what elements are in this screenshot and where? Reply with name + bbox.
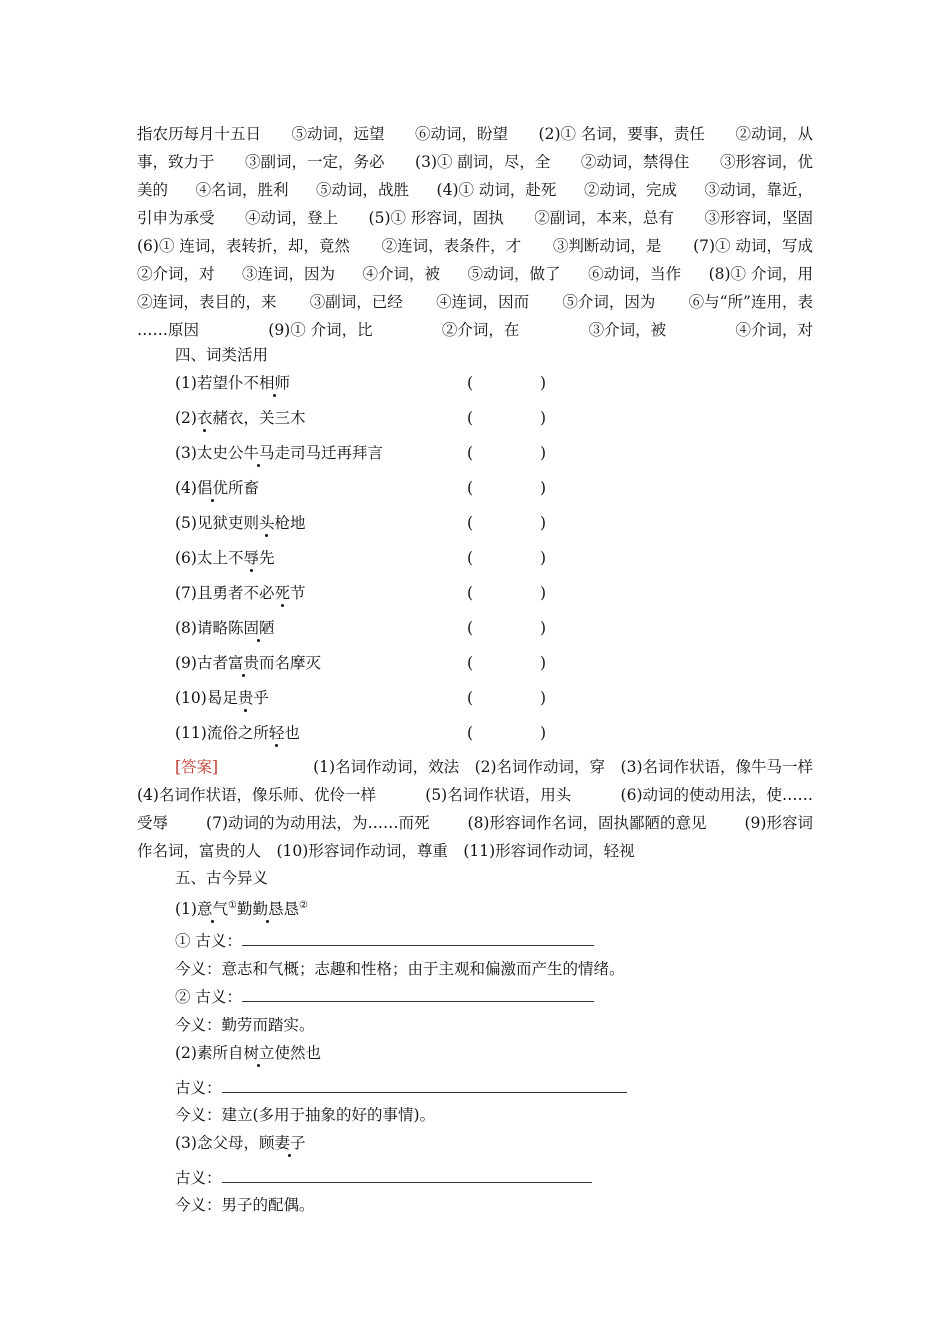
ancient-meaning-label: 古义： (175, 1169, 222, 1187)
item-text-end: 节 (289, 584, 306, 602)
previous-answer-line: 指农历每月十五日 ⑤动词，远望 ⑥动词，盼望 (2)① 名词，要事，责任 ②动词，从 (137, 125, 813, 143)
answer-paren-open[interactable]: ( (467, 654, 474, 672)
answer-line: 受辱 (7)动词的为动用法，为……而死 (8)形容词作名词，固执鄙陋的意见 (9)形容词 (137, 814, 813, 832)
item-text-end: 枪地 (274, 514, 306, 532)
question-1 (175, 896, 308, 919)
q1-modern-meaning-2: 今义：勤劳而踏实。 (175, 1016, 315, 1034)
answer-blank[interactable] (242, 931, 594, 946)
exercise-item (175, 548, 275, 568)
question-2-text: (2)素所自 (175, 1044, 244, 1062)
answer-paren-close: ) (540, 514, 547, 532)
item-text-end: 而名摩灭 (258, 654, 321, 672)
item-text-end: 赭衣，关三木 (212, 409, 306, 427)
exercise-item (175, 443, 383, 463)
answer-paren-open[interactable]: ( (467, 724, 474, 742)
exercise-item (175, 373, 290, 393)
q2-ancient-meaning-row (175, 1078, 627, 1098)
exercise-item (175, 618, 274, 638)
answer-tag: [答案] (175, 758, 219, 776)
previous-answer-line: 事，致力于 ③副词，一定，务必 (3)① 副词，尽，全 ②动词，禁得住 ③形容词，优 (137, 153, 813, 171)
dotted-word: 倡优 (196, 479, 228, 497)
exercise-item (175, 723, 300, 743)
answer-paren-close: ) (540, 374, 547, 392)
ancient-meaning-label: 古义： (175, 1079, 222, 1097)
question-3-text: (3)念父母，顾 (175, 1134, 275, 1152)
item-text: (1)若望仆不 (175, 374, 259, 392)
item-text: (8)请略陈 (175, 619, 244, 637)
q2-modern-meaning: 今义：建立(多用于抽象的好的事情)。 (175, 1106, 436, 1124)
answer-paren-close: ) (540, 724, 547, 742)
term-shuli: 树立 (243, 1044, 275, 1062)
dotted-word: 死 (274, 584, 290, 602)
previous-answer-line: ②介词，对 ③连词，因为 ④介词，被 ⑤动词，做了 ⑥动词，当作 (8)① 介词，用 (137, 265, 813, 283)
answer-paren-open[interactable]: ( (467, 514, 474, 532)
answer-paren-close: ) (540, 409, 547, 427)
exercise-item (175, 478, 259, 498)
question-2 (175, 1043, 321, 1063)
item-text: (4) (175, 479, 197, 497)
item-text-end: 所畜 (227, 479, 259, 497)
question-3 (175, 1133, 305, 1153)
dotted-word: 轻 (268, 724, 285, 742)
item-text-end: 乎 (253, 689, 269, 707)
marker-2: ② (298, 900, 308, 911)
answer-paren-close: ) (540, 479, 547, 497)
section-title-4: 四、词类活用 (175, 346, 269, 364)
section-title-5: 五、古今异义 (175, 869, 269, 887)
exercise-item (175, 653, 321, 673)
item-text: (9)古者 (175, 654, 228, 672)
item-text-end: 走司马迁再拜言 (274, 444, 383, 462)
item-text: (2) (175, 409, 197, 427)
answer-paren-open[interactable]: ( (467, 549, 474, 567)
item-text: (5)见狱吏则 (175, 514, 259, 532)
answer-paren-close: ) (540, 654, 547, 672)
exercise-item (175, 688, 269, 708)
item-text: (11)流俗之所 (175, 724, 269, 742)
exercise-item (175, 513, 306, 533)
q1-ancient-meaning-2-row (175, 987, 594, 1007)
answer-paren-open[interactable]: ( (467, 374, 474, 392)
dotted-word: 固陋 (243, 619, 275, 637)
item-text: (10)曷足 (175, 689, 238, 707)
answer-paren-open[interactable]: ( (467, 444, 474, 462)
q1-ancient-meaning-1-row (175, 931, 594, 951)
previous-answer-line: 引申为承受 ④动词，登上 (5)① 形容词，固执 ②副词，本来，总有 ③形容词，坚固 (137, 209, 813, 227)
question-1-number: (1) (175, 900, 197, 919)
ancient-meaning-label: ① 古义： (175, 932, 242, 950)
answer-paren-open[interactable]: ( (467, 479, 474, 497)
term-qizi: 妻子 (274, 1134, 306, 1152)
q1-modern-meaning-1: 今义：意志和气概；志趣和性格；由于主观和偏激而产生的情绪。 (175, 960, 625, 978)
answer-paren-open[interactable]: ( (467, 584, 474, 602)
previous-answer-line: (6)① 连词，表转折，却，竟然 ②连词，表条件，才 ③判断动词，是 (7)① 动词，写成 (137, 237, 813, 255)
answer-first-line (175, 757, 813, 777)
answer-blank[interactable] (222, 1078, 627, 1093)
dotted-word: 牛马 (243, 444, 275, 462)
item-text-end: 也 (284, 724, 300, 742)
q3-ancient-meaning-row (175, 1168, 592, 1188)
dotted-word: 相师 (258, 374, 290, 392)
answer-paren-close: ) (540, 689, 547, 707)
term-qinqinkenken: 勤勤恳恳 (236, 900, 299, 919)
exercise-item (175, 408, 306, 428)
answer-paren-close: ) (540, 584, 547, 602)
dotted-word: 辱 (243, 549, 259, 567)
answer-line: 作名词，富贵的人 (10)形容词作动词，尊重 (11)形容词作动词，轻视 (137, 842, 635, 860)
marker-1: ① (227, 900, 237, 911)
dotted-word: 衣 (196, 409, 213, 427)
term-yiqi: 意气 (196, 900, 228, 919)
answer-paren-open[interactable]: ( (467, 619, 474, 637)
answer-line-1: (1)名词作动词，效法 (2)名词作动词，穿 (3)名词作状语，像牛马一样 (313, 758, 813, 776)
question-2-text-end: 使然也 (274, 1044, 321, 1062)
item-text: (7)且勇者不必 (175, 584, 275, 602)
answer-paren-close: ) (540, 549, 547, 567)
item-text-end: 先 (258, 549, 275, 567)
q3-modern-meaning: 今义：男子的配偶。 (175, 1196, 315, 1214)
ancient-meaning-label: ② 古义： (175, 988, 242, 1006)
answer-blank[interactable] (222, 1168, 592, 1183)
answer-paren-close: ) (540, 619, 547, 637)
answer-paren-close: ) (540, 444, 547, 462)
answer-paren-open[interactable]: ( (467, 689, 474, 707)
item-text: (3)太史公 (175, 444, 244, 462)
dotted-word: 头 (258, 514, 275, 532)
previous-answer-line: ②连词，表目的，来 ③副词，已经 ④连词，因而 ⑤介词，因为 ⑥与“所”连用，表 (137, 293, 813, 311)
answer-line: (4)名词作状语，像乐师、优伶一样 (5)名词作状语，用头 (6)动词的使动用法，使…… (137, 786, 813, 804)
item-text: (6)太上不 (175, 549, 244, 567)
dotted-word: 贵 (237, 689, 254, 707)
previous-answer-line: 美的 ④名词，胜利 ⑤动词，战胜 (4)① 动词，赴死 ②动词，完成 ③动词，靠近， (137, 181, 813, 199)
dotted-word: 富贵 (227, 654, 259, 672)
exercise-item (175, 583, 306, 603)
answer-blank[interactable] (242, 987, 594, 1002)
answer-paren-open[interactable]: ( (467, 409, 474, 427)
previous-answer-line: ……原因 (9)① 介词，比 ②介词，在 ③介词，被 ④介词，对 (137, 321, 813, 339)
